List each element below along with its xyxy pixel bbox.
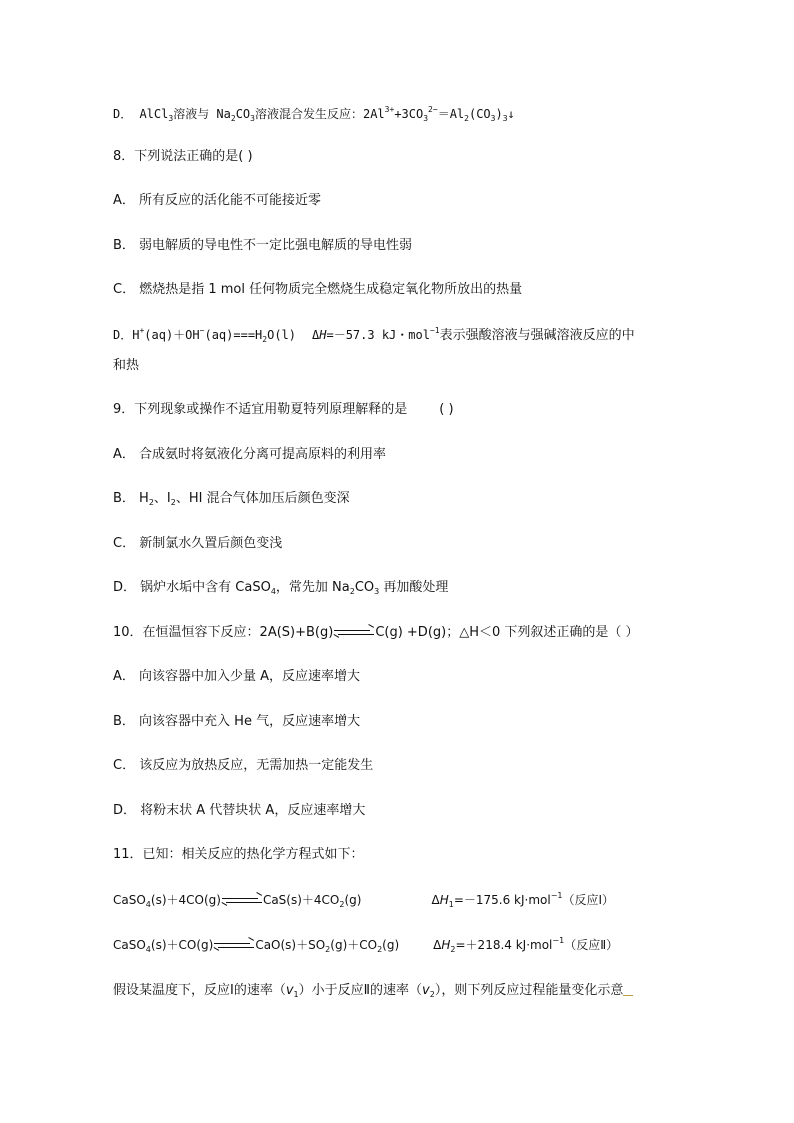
question-9: 9．下列现象或操作不适宜用勒夏特列原理解释的是 ( ) bbox=[113, 402, 454, 417]
question-8-option-d-continued: 和热 bbox=[113, 358, 140, 373]
reaction-2: CaSO$_4$(s)＋CO(g) $CaO(s)+SO_2(g)+CO_2(g)$ $\Delta H_2=+218.4$ kJ·mol$^{-1}$（反应Ⅱ） bbox=[113, 936, 619, 954]
question-7-option-d: D． AlCl$_3$溶液与 $Na_2CO_3$溶液混合发生反应：$2Al^{3+}+3CO_3^{2-}=Al_2(CO_3)_3↓$ bbox=[113, 105, 515, 123]
question-9-option-a: A． 合成氨时将氨液化分离可提高原料的利用率 bbox=[113, 447, 387, 462]
question-10-option-c: C． 该反应为放热反应，无需加热一定能发生 bbox=[113, 758, 374, 773]
question-10-option-d: D． 将粉末状 A 代替块状 A，反应速率增大 bbox=[113, 803, 366, 818]
equilibrium-arrow-icon bbox=[334, 628, 374, 638]
question-10-option-a: A． 向该容器中加入少量 A，反应速率增大 bbox=[113, 669, 361, 684]
question-8-option-c: C． 燃烧热是指 1 mol 任何物质完全燃烧生成稳定氧化物所放出的热量 bbox=[113, 282, 523, 297]
question-10-option-b: B． 向该容器中充入 He 气，反应速率增大 bbox=[113, 714, 361, 729]
equilibrium-arrow-icon bbox=[222, 896, 262, 906]
question-9-option-d: D． 锅炉水垢中含有 CaSO$_4$，常先加 $Na_2CO_3$ 再加酸处理 bbox=[113, 580, 449, 596]
question-11: 11．已知：相关反应的热化学方程式如下： bbox=[113, 847, 364, 862]
question-8-option-a: A． 所有反应的活化能不可能接近零 bbox=[113, 193, 322, 208]
fill-blank-underline bbox=[623, 995, 633, 996]
question-11-continued: 假设某温度下，反应Ⅰ的速率$(v_1)$小于反应Ⅱ的速率$(v_2)$，则下列反应过程能量变化示意 bbox=[113, 983, 633, 999]
equilibrium-arrow-icon bbox=[214, 941, 254, 951]
question-8-option-b: B． 弱电解质的导电性不一定比强电解质的导电性弱 bbox=[113, 238, 413, 253]
question-9-option-c: C． 新制氯水久置后颜色变浅 bbox=[113, 536, 283, 551]
question-8: 8．下列说法正确的是( ) bbox=[113, 149, 253, 164]
question-8-option-d: D．$H^+(aq)+OH^-(aq)===H_2O(l)$ ΔH=－57.3 kJ・mol$^{-1}$表示强酸溶液与强碱溶液反应的中 bbox=[113, 326, 635, 344]
question-9-option-b: B． $H_2$、$I_2$、HI 混合气体加压后颜色变深 bbox=[113, 491, 350, 507]
reaction-1: CaSO$_4$(s)＋4CO(g) $CaS(s)+4CO_2(g)$ $\Delta H_1=-175.6$ kJ·mol$^{-1}$（反应Ⅰ） bbox=[113, 891, 615, 909]
question-10: 10．在恒温恒容下反应：2A(S)+B(g) C(g) +D(g)；△H＜0 下列叙述正确的是（ ） bbox=[113, 625, 639, 640]
